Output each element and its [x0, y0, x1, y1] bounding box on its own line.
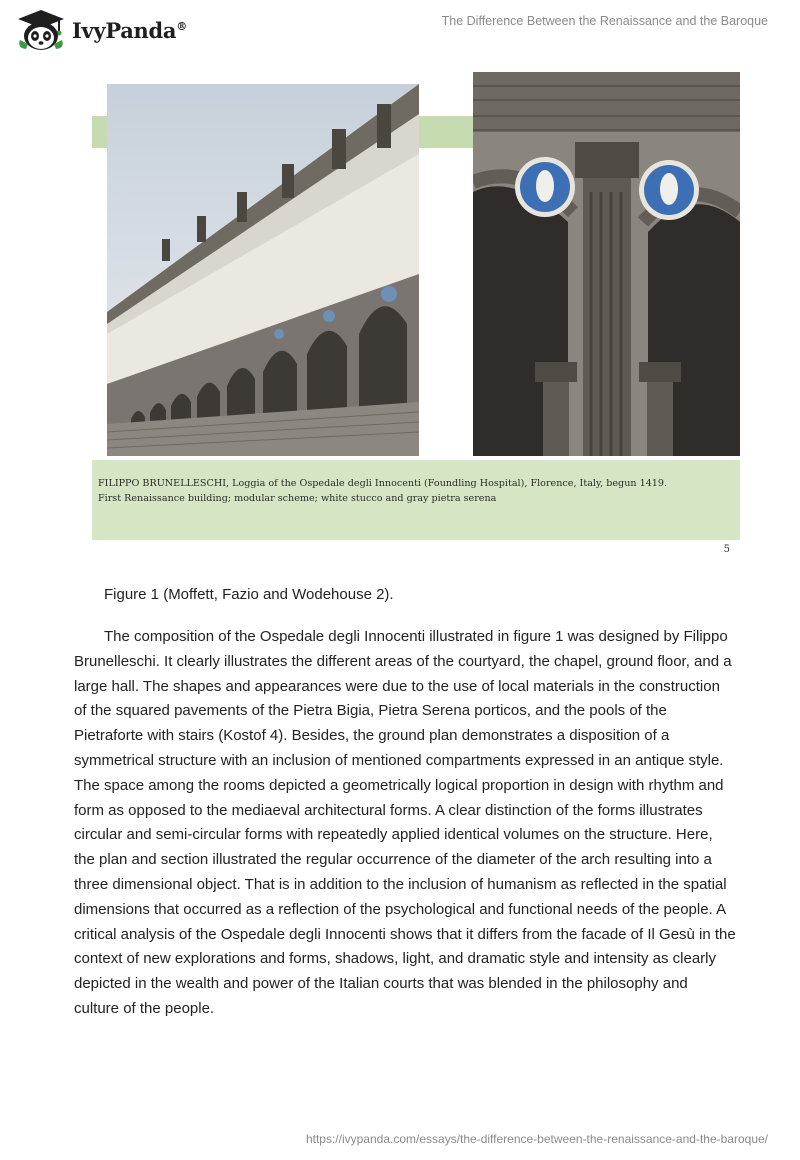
- brand-name: IvyPanda®: [72, 17, 187, 43]
- figure-1: [92, 72, 740, 564]
- document-title: The Difference Between the Renaissance and the Baroque: [441, 14, 768, 28]
- source-url[interactable]: https://ivypanda.com/essays/the-difference-between-the-renaissance-and-the-baroque/: [305, 1132, 768, 1146]
- figure-label: Figure 1 (Moffett, Fazio and Wodehouse 2).: [104, 586, 394, 603]
- body-paragraph: The composition of the Ospedale degli Innocenti illustrated in figure 1 was designed by Filippo Brunelleschi. It clearly illustrates the different areas of the courtyard, the chapel, ground floor, and a large hall. The shapes and appearances were due to the use of local materials in the construction of the squared pavements of the Pietra Bigia, Pietra Serena porticos, and the pools of the Pietraforte with stairs (Kostof 4). Besides, the ground plan demonstrates a disposition of a symmetrical structure with an inclusion of mentioned compartments expressed in an antique style. The space among the rooms depicted a geometrically logical proportion in design with rhythm and form as opposed to the mediaeval architectural forms. A clear distinction of the forms illustrates circular and semi-circular forms with repeatedly applied identical volumes on the structure. Here, the plan and section illustrated the regular occurrence of the diameter of the arch resulting into a three dimensional object. That is in addition to the inclusion of humanism as reflected in the spatial dimensions that occurred as a reflection of the psychological and functional needs of the people. A critical analysis of the Ospedale degli Innocenti shows that it differs from the facade of Il Gesù in the context of new explorations and forms, shadows, light, and dramatic style and intensity as clearly depicted in the wealth and power of the Italian courts that was blended in the philosophy and culture of the people.: [74, 628, 736, 1017]
- loggia-detail-photo: [473, 72, 740, 456]
- figure-caption: FILIPPO BRUNELLESCHI, Loggia of the Ospedale degli Innocenti (Foundling Hospital), Florence, Italy, begun 1419. First Renaissance building; modular scheme; white stucco and gray pietra serena: [98, 478, 668, 504]
- ivypanda-logo[interactable]: [14, 8, 187, 52]
- figure-caption-box: [92, 460, 740, 540]
- panda-graduate-icon: [14, 8, 68, 52]
- source-page-number: 5: [723, 544, 730, 555]
- loggia-facade-photo: [107, 84, 419, 456]
- page-header: [0, 0, 800, 60]
